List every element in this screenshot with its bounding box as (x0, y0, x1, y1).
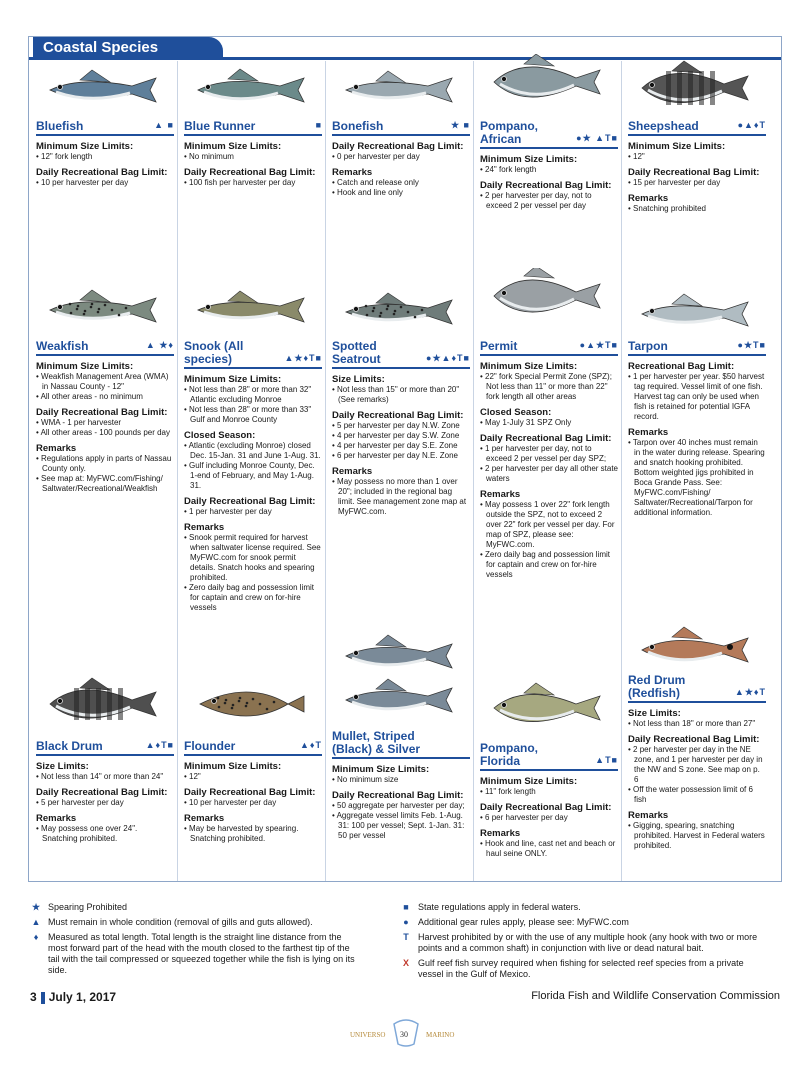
regulation-item: • May be harvested by spearing. Snatching prohibited. (184, 824, 322, 844)
column-divider (177, 61, 178, 881)
section-heading: Minimum Size Limits: (184, 141, 282, 152)
regulation-symbols: ■ (315, 120, 322, 130)
regulation-item: • Gulf including Monroe County, Dec. 1-end of February, and May 1-Aug. 31. (184, 461, 322, 491)
section-heading: Remarks (36, 443, 77, 454)
species-entry-red-drum (628, 674, 766, 851)
section-heading: Daily Recreational Bag Limit: (332, 410, 464, 421)
regulation-item: • Atlantic (excluding Monroe) closed Dec. 15-Jan. 31 and June 1-Aug. 31. (184, 441, 322, 461)
legend-item (30, 932, 360, 976)
species-entry-spotted-seatrout (332, 340, 470, 517)
species-name-text: Bluefish (36, 119, 84, 133)
pompano-florida-illustration (484, 680, 612, 736)
regulation-symbols: ▲T■ (595, 755, 618, 765)
section-heading: Minimum Size Limits: (480, 361, 578, 372)
legend-text: State regulations apply in federal waters. (418, 902, 581, 912)
regulation-symbols: ●★ ▲T■ (576, 133, 618, 143)
issue-date: July 1, 2017 (48, 990, 117, 1004)
regulation-item: • May possess one over 24". Snatching prohibited. (36, 824, 174, 844)
regulation-symbols: ▲♦T■ (145, 740, 174, 750)
regulation-item: • 5 per harvester per day N.W. Zone (332, 421, 470, 431)
regulation-item: • 4 per harvester per day S.E. Zone (332, 441, 470, 451)
section-heading: Remarks (36, 813, 77, 824)
regulation-symbols: ▲♦T (300, 740, 322, 750)
header-band (29, 37, 781, 61)
species-name-text: Blue Runner (184, 119, 256, 133)
regulation-item: • Gigging, spearing, snatching prohibited. Harvest in Federal waters prohibited. (628, 821, 766, 851)
section-heading: Recreational Bag Limit: (628, 361, 735, 372)
regulation-symbols: ●★▲♦T■ (426, 353, 470, 363)
section-heading: Remarks (332, 167, 373, 178)
legend-right (400, 902, 770, 984)
species-name (184, 120, 322, 136)
regulation-item: • No minimum (184, 152, 322, 162)
species-entry-snook (184, 340, 322, 613)
regulation-item: • Hook and line, cast net and beach or haul seine ONLY. (480, 839, 618, 859)
section-title: Coastal Species (33, 37, 223, 59)
section-heading: Minimum Size Limits: (36, 361, 134, 372)
section-heading: Remarks (332, 466, 373, 477)
regulation-item: • Not less than 28" or more than 33" Gulf and Monroe County (184, 405, 322, 425)
spotted-seatrout-illustration (336, 284, 464, 340)
regulation-item: • 2 per harvester per day, not to exceed 2 per vessel per day (480, 191, 618, 211)
species-name (36, 340, 174, 356)
legend-symbol: ■ (403, 902, 409, 912)
regulation-item: • 22" fork Special Permit Zone (SPZ); Not less than 11" or more than 22" fork length all other areas (480, 372, 618, 402)
regulation-item: • Regulations apply in parts of Nassau County only. (36, 454, 174, 474)
regulation-symbols: ●▲♦T (737, 120, 766, 130)
section-heading: Daily Recreational Bag Limit: (480, 802, 612, 813)
species-name (628, 340, 766, 356)
section-heading: Daily Recreational Bag Limit: (36, 167, 168, 178)
regulation-item: • All other areas - no minimum (36, 392, 174, 402)
regulation-item: • 10 per harvester per day (184, 798, 322, 808)
section-heading: Daily Recreational Bag Limit: (184, 787, 316, 798)
logo-number: 30 (400, 1030, 408, 1039)
section-heading: Minimum Size Limits: (184, 374, 282, 385)
regulation-item: • Not less than 18" or more than 27" (628, 719, 766, 729)
section-heading: Daily Recreational Bag Limit: (184, 167, 316, 178)
black-drum-illustration (40, 676, 168, 732)
legend-symbol: T (403, 932, 409, 942)
species-entry-bluefish (36, 120, 174, 188)
species-name (184, 740, 322, 756)
regulation-symbols: ▲★♦T■ (284, 353, 322, 363)
regulation-symbols: ▲★♦T (734, 687, 766, 697)
species-name-text: Sheepshead (628, 119, 699, 133)
species-name-text: Snook (All species) (184, 339, 244, 366)
species-entry-tarpon (628, 340, 766, 518)
regulation-item: • 2 per harvester per day all other state waters (480, 464, 618, 484)
regulation-item: • WMA - 1 per harvester (36, 418, 174, 428)
species-name (332, 730, 470, 759)
legend-symbol: ♦ (33, 932, 39, 942)
regulation-symbols: ★ ■ (450, 120, 470, 130)
regulation-item: • No minimum size (332, 775, 470, 785)
regulation-item: • 24" fork length (480, 165, 618, 175)
flounder-illustration (188, 676, 316, 732)
regulation-item: • 10 per harvester per day (36, 178, 174, 188)
regulation-item: • Snook permit required for harvest when saltwater license required. See MyFWC.com for snook permit details. Snatch hooks and spearing prohibited. (184, 533, 322, 583)
regulation-item: • May possess 1 over 22" fork length outside the SPZ, not to exceed 2 over 22" fork per vessel per day. For map of SPZ, please see: MyFWC.com. (480, 500, 618, 550)
section-heading: Remarks (628, 427, 669, 438)
species-entry-sheepshead (628, 120, 766, 214)
section-heading: Size Limits: (628, 708, 681, 719)
species-name (480, 120, 618, 149)
regulation-item: • 5 per harvester per day (36, 798, 174, 808)
legend-text: Gulf reef fish survey required when fishing for selected reef species from a private vessel in the Gulf of Mexico. (418, 958, 744, 979)
regulation-symbols: ●▲★T■ (579, 340, 618, 350)
section-heading: Daily Recreational Bag Limit: (480, 180, 612, 191)
species-name (628, 120, 766, 136)
tarpon-illustration (632, 286, 760, 342)
bonefish-illustration (336, 62, 464, 118)
regulation-item: • All other areas - 100 pounds per day (36, 428, 174, 438)
regulation-item: • Not less than 28" or more than 32" Atlantic excluding Monroe (184, 385, 322, 405)
species-entry-weakfish (36, 340, 174, 494)
section-heading: Minimum Size Limits: (480, 776, 578, 787)
blue-runner-illustration (188, 62, 316, 118)
section-heading: Remarks (184, 522, 225, 533)
species-name-text: Weakfish (36, 339, 89, 353)
section-heading: Size Limits: (332, 374, 385, 385)
regulation-item: • 12" fork length (36, 152, 174, 162)
species-name-text: Tarpon (628, 339, 668, 353)
footer-bar (41, 992, 45, 1004)
section-heading: Daily Recreational Bag Limit: (332, 141, 464, 152)
regulation-item: • 1 per harvester per day, not to exceed 2 per vessel per day SPZ; (480, 444, 618, 464)
regulation-item: • 11" fork length (480, 787, 618, 797)
section-heading: Daily Recreational Bag Limit: (628, 734, 760, 745)
section-heading: Remarks (480, 828, 521, 839)
section-heading: Minimum Size Limits: (628, 141, 726, 152)
pompano-african-illustration (484, 54, 612, 110)
regulation-symbols: ▲ ■ (154, 120, 174, 130)
column-divider (621, 61, 622, 881)
regulation-symbols: ▲ ★♦ (145, 340, 174, 350)
legend-symbol: ★ (31, 902, 41, 912)
section-heading: Minimum Size Limits: (332, 764, 430, 775)
section-heading: Closed Season: (184, 430, 256, 441)
species-entry-pompano-florida (480, 742, 618, 859)
regulation-item: • May possess no more than 1 over 20"; included in the regional bag limit. See management zone map at MyFWC.com. (332, 477, 470, 517)
regulation-item: • Hook and line only (332, 188, 470, 198)
species-name-text: Flounder (184, 739, 236, 753)
sheepshead-illustration (632, 60, 760, 116)
weakfish-illustration (40, 282, 168, 338)
regulation-item: • 4 per harvester per day S.W. Zone (332, 431, 470, 441)
regulation-item: • Not less than 15" or more than 20" (See remarks) (332, 385, 470, 405)
regulation-item: • Not less than 14" or more than 24" (36, 772, 174, 782)
bluefish-illustration (40, 62, 168, 118)
regulation-item: • Weakfish Management Area (WMA) in Nassau County - 12" (36, 372, 174, 392)
species-name (480, 340, 618, 356)
species-name-text: Pompano, African (480, 119, 539, 146)
legend-item (400, 902, 770, 913)
regulation-item: • Aggregate vessel limits Feb. 1-Aug. 31: 100 per vessel; Sept. 1-Jan. 31: 50 per vessel (332, 811, 470, 841)
species-entry-mullet (332, 730, 470, 841)
section-heading: Remarks (628, 193, 669, 204)
species-name (332, 340, 470, 369)
species-name-text: Bonefish (332, 119, 384, 133)
regulation-item: • May 1-July 31 SPZ Only (480, 418, 618, 428)
regulation-item: • 12" (628, 152, 766, 162)
section-heading: Minimum Size Limits: (184, 761, 282, 772)
snook-illustration (188, 282, 316, 338)
species-entry-flounder (184, 740, 322, 844)
section-heading: Remarks (480, 489, 521, 500)
regulation-item: • 2 per harvester per day in the NE zone, and 1 per harvester per day in the NW and S zone. See map on p. 6 (628, 745, 766, 785)
legend-symbol: X (402, 958, 409, 968)
legend-item (400, 932, 770, 954)
column-divider (473, 61, 474, 881)
legend-text: Measured as total length. Total length is the straight line distance from the most forward part of the head with the mouth closed to the farthest tip of the tail with the tail compressed or squeezed together while the fish is lying on its side. (48, 932, 355, 975)
regulation-item: • 1 per harvester per year. $50 harvest tag required. Vessel limit of one fish. Harvest tag can only be used when fish is retained for potential IGFA record. (628, 372, 766, 422)
regulation-item: • Catch and release only (332, 178, 470, 188)
legend-item (30, 917, 360, 928)
section-heading: Daily Recreational Bag Limit: (628, 167, 760, 178)
legend-text: Harvest prohibited by or with the use of any multiple hook (any hook with two or more points and a common shaft) in conjunction with live or dead natural bait. (418, 932, 758, 953)
regulation-item: • Snatching prohibited (628, 204, 766, 214)
section-heading: Size Limits: (36, 761, 89, 772)
regulation-item: • 0 per harvester per day (332, 152, 470, 162)
species-name (332, 120, 470, 136)
species-name-text: Black Drum (36, 739, 103, 753)
legend-item (400, 917, 770, 928)
section-heading: Minimum Size Limits: (36, 141, 134, 152)
regulation-symbols: ●★T■ (737, 340, 766, 350)
species-name-text: Permit (480, 339, 518, 353)
page-number: 3 (30, 990, 37, 1004)
section-heading: Remarks (184, 813, 225, 824)
regulation-item: • 12" (184, 772, 322, 782)
legend-symbol: ▲ (31, 917, 41, 927)
legend-text: Spearing Prohibited (48, 902, 128, 912)
species-name-text: Spotted Seatrout (332, 339, 381, 366)
regulation-item: • 50 aggregate per harvester per day; (332, 801, 470, 811)
species-name (480, 742, 618, 771)
red-drum-illustration (632, 622, 760, 678)
regulation-item: • Tarpon over 40 inches must remain in the water during release. Spearing and snatch hooking prohibited. Bottom weighted jigs prohibited in Boca Grande Pass. See: MyFWC.com/Fishing/ Saltwater/Recreational/Tarpon for additional information. (628, 438, 766, 518)
legend-text: Must remain in whole condition (removal of gills and guts allowed). (48, 917, 313, 927)
column-divider (325, 61, 326, 881)
footer-date (30, 990, 116, 1004)
section-heading: Daily Recreational Bag Limit: (184, 496, 316, 507)
regulation-item: • 15 per harvester per day (628, 178, 766, 188)
species-name-text: Mullet, Striped (Black) & Silver (332, 729, 421, 756)
section-heading: Daily Recreational Bag Limit: (36, 787, 168, 798)
section-heading: Remarks (628, 810, 669, 821)
section-heading: Daily Recreational Bag Limit: (36, 407, 168, 418)
regulation-item: • 1 per harvester per day (184, 507, 322, 517)
species-name (36, 120, 174, 136)
legend-left (30, 902, 360, 980)
section-heading: Daily Recreational Bag Limit: (480, 433, 612, 444)
section-heading: Minimum Size Limits: (480, 154, 578, 165)
logo-text-left: UNIVERSO (350, 1031, 386, 1039)
legend-text: Additional gear rules apply, please see: MyFWC.com (418, 917, 629, 927)
mullet-illustration (336, 628, 464, 718)
species-name (628, 674, 766, 703)
species-name-text: Pompano, Florida (480, 741, 539, 768)
species-entry-black-drum (36, 740, 174, 844)
legend-item (30, 902, 360, 913)
species-entry-pompano-african (480, 120, 618, 211)
logo-text-right: MARINO (426, 1031, 455, 1039)
species-entry-bonefish (332, 120, 470, 198)
species-name (36, 740, 174, 756)
footer-org: Florida Fish and Wildlife Conservation Commission (531, 990, 780, 1002)
species-name (184, 340, 322, 369)
universo-marino-logo (340, 1018, 472, 1048)
section-heading: Closed Season: (480, 407, 552, 418)
species-entry-permit (480, 340, 618, 580)
permit-illustration (484, 268, 612, 324)
regulation-item: • Zero daily bag and possession limit for captain and crew on for-hire vessels (480, 550, 618, 580)
legend-symbol: ● (403, 917, 409, 927)
regulation-item: • Zero daily bag and possession limit for captain and crew on for-hire vessels (184, 583, 322, 613)
regulation-item: • 6 per harvester per day N.E. Zone (332, 451, 470, 461)
legend-item (400, 958, 770, 980)
regulation-item: • 6 per harvester per day (480, 813, 618, 823)
species-name-text: Red Drum (Redfish) (628, 673, 686, 700)
species-entry-blue-runner (184, 120, 322, 188)
regulation-item: • Off the water possession limit of 6 fish (628, 785, 766, 805)
regulation-item: • 100 fish per harvester per day (184, 178, 322, 188)
section-heading: Daily Recreational Bag Limit: (332, 790, 464, 801)
regulation-item: • See map at: MyFWC.com/Fishing/ Saltwater/Recreational/Weakfish (36, 474, 174, 494)
